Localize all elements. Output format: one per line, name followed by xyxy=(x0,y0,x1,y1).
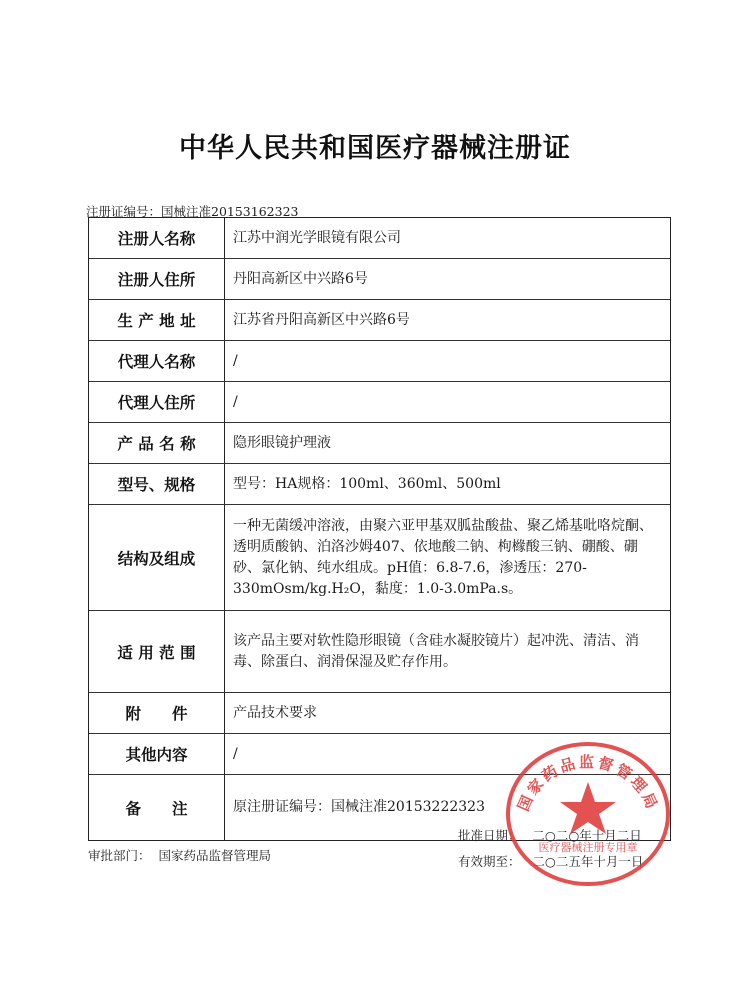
label-remarks: 备 注 xyxy=(89,775,225,840)
label-registrant-address: 注册人住所 xyxy=(89,259,225,299)
value-structure-composition: 一种无菌缓冲溶液，由聚六亚甲基双胍盐酸盐、聚乙烯基吡咯烷酮、透明质酸钠、泊洛沙姆407、依地酸二钠、枸橼酸三钠、硼酸、硼砂、氯化钠、纯水组成。pH值：6.8-7.6，渗透压：270-330mOsm/kg.H₂O，黏度：1.0-3.0mPa.s。 xyxy=(233,517,653,597)
row-production-address xyxy=(89,300,670,341)
value-attachment: 产品技术要求 xyxy=(233,704,317,721)
value-scope-of-application: 该产品主要对软性隐形眼镜（含硅水凝胶镜片）起冲洗、清洁、消毒、除蛋白、润滑保湿及贮存作用。 xyxy=(233,632,639,670)
value-remarks: 原注册证编号：国械注准20153222323 xyxy=(233,799,485,815)
row-registrant-name xyxy=(89,218,670,259)
label-structure-composition: 结构及组成 xyxy=(89,505,225,610)
value-agent-name: / xyxy=(233,352,238,369)
official-seal-icon xyxy=(503,738,673,888)
row-scope-of-application xyxy=(89,611,670,693)
row-model-spec xyxy=(89,464,670,505)
row-attachment xyxy=(89,693,670,734)
value-other-content: / xyxy=(233,745,238,762)
label-product-name: 产 品 名 称 xyxy=(89,423,225,463)
seal-star-icon xyxy=(560,782,616,834)
seal-inner-text: 医疗器械注册专用章 xyxy=(538,841,638,854)
label-agent-address: 代理人住所 xyxy=(89,382,225,422)
value-production-address: 江苏省丹阳高新区中兴路6号 xyxy=(233,311,410,328)
approval-date: 批准日期： 二○二○年十月二日 xyxy=(458,828,642,843)
label-production-address: 生 产 地 址 xyxy=(89,300,225,340)
value-agent-address: / xyxy=(233,393,238,410)
validity-date: 有效期至： 二○二五年十月一日 xyxy=(458,854,644,869)
row-agent-name xyxy=(89,341,670,382)
row-agent-address xyxy=(89,382,670,423)
registration-number: 注册证编号：国械注准20153162323 xyxy=(86,204,299,219)
label-model-spec: 型号、规格 xyxy=(89,464,225,504)
value-registrant-name: 江苏中润光学眼镜有限公司 xyxy=(233,229,401,246)
value-model-spec: 型号：HA规格：100ml、360ml、500ml xyxy=(233,475,501,492)
label-other-content: 其他内容 xyxy=(89,734,225,774)
label-scope-of-application: 适 用 范 围 xyxy=(89,611,225,692)
approval-authority: 审批部门： 国家药品监督管理局 xyxy=(88,848,271,863)
value-registrant-address: 丹阳高新区中兴路6号 xyxy=(233,270,368,287)
label-registrant-name: 注册人名称 xyxy=(89,218,225,258)
label-agent-name: 代理人名称 xyxy=(89,341,225,381)
document-title: 中华人民共和国医疗器械注册证 xyxy=(179,133,571,164)
seal-ring-text: 国家药品监督管理局 xyxy=(514,753,662,814)
label-attachment: 附 件 xyxy=(89,693,225,733)
row-product-name xyxy=(89,423,670,464)
row-registrant-address xyxy=(89,259,670,300)
row-structure-composition xyxy=(89,505,670,611)
value-product-name: 隐形眼镜护理液 xyxy=(233,434,331,451)
